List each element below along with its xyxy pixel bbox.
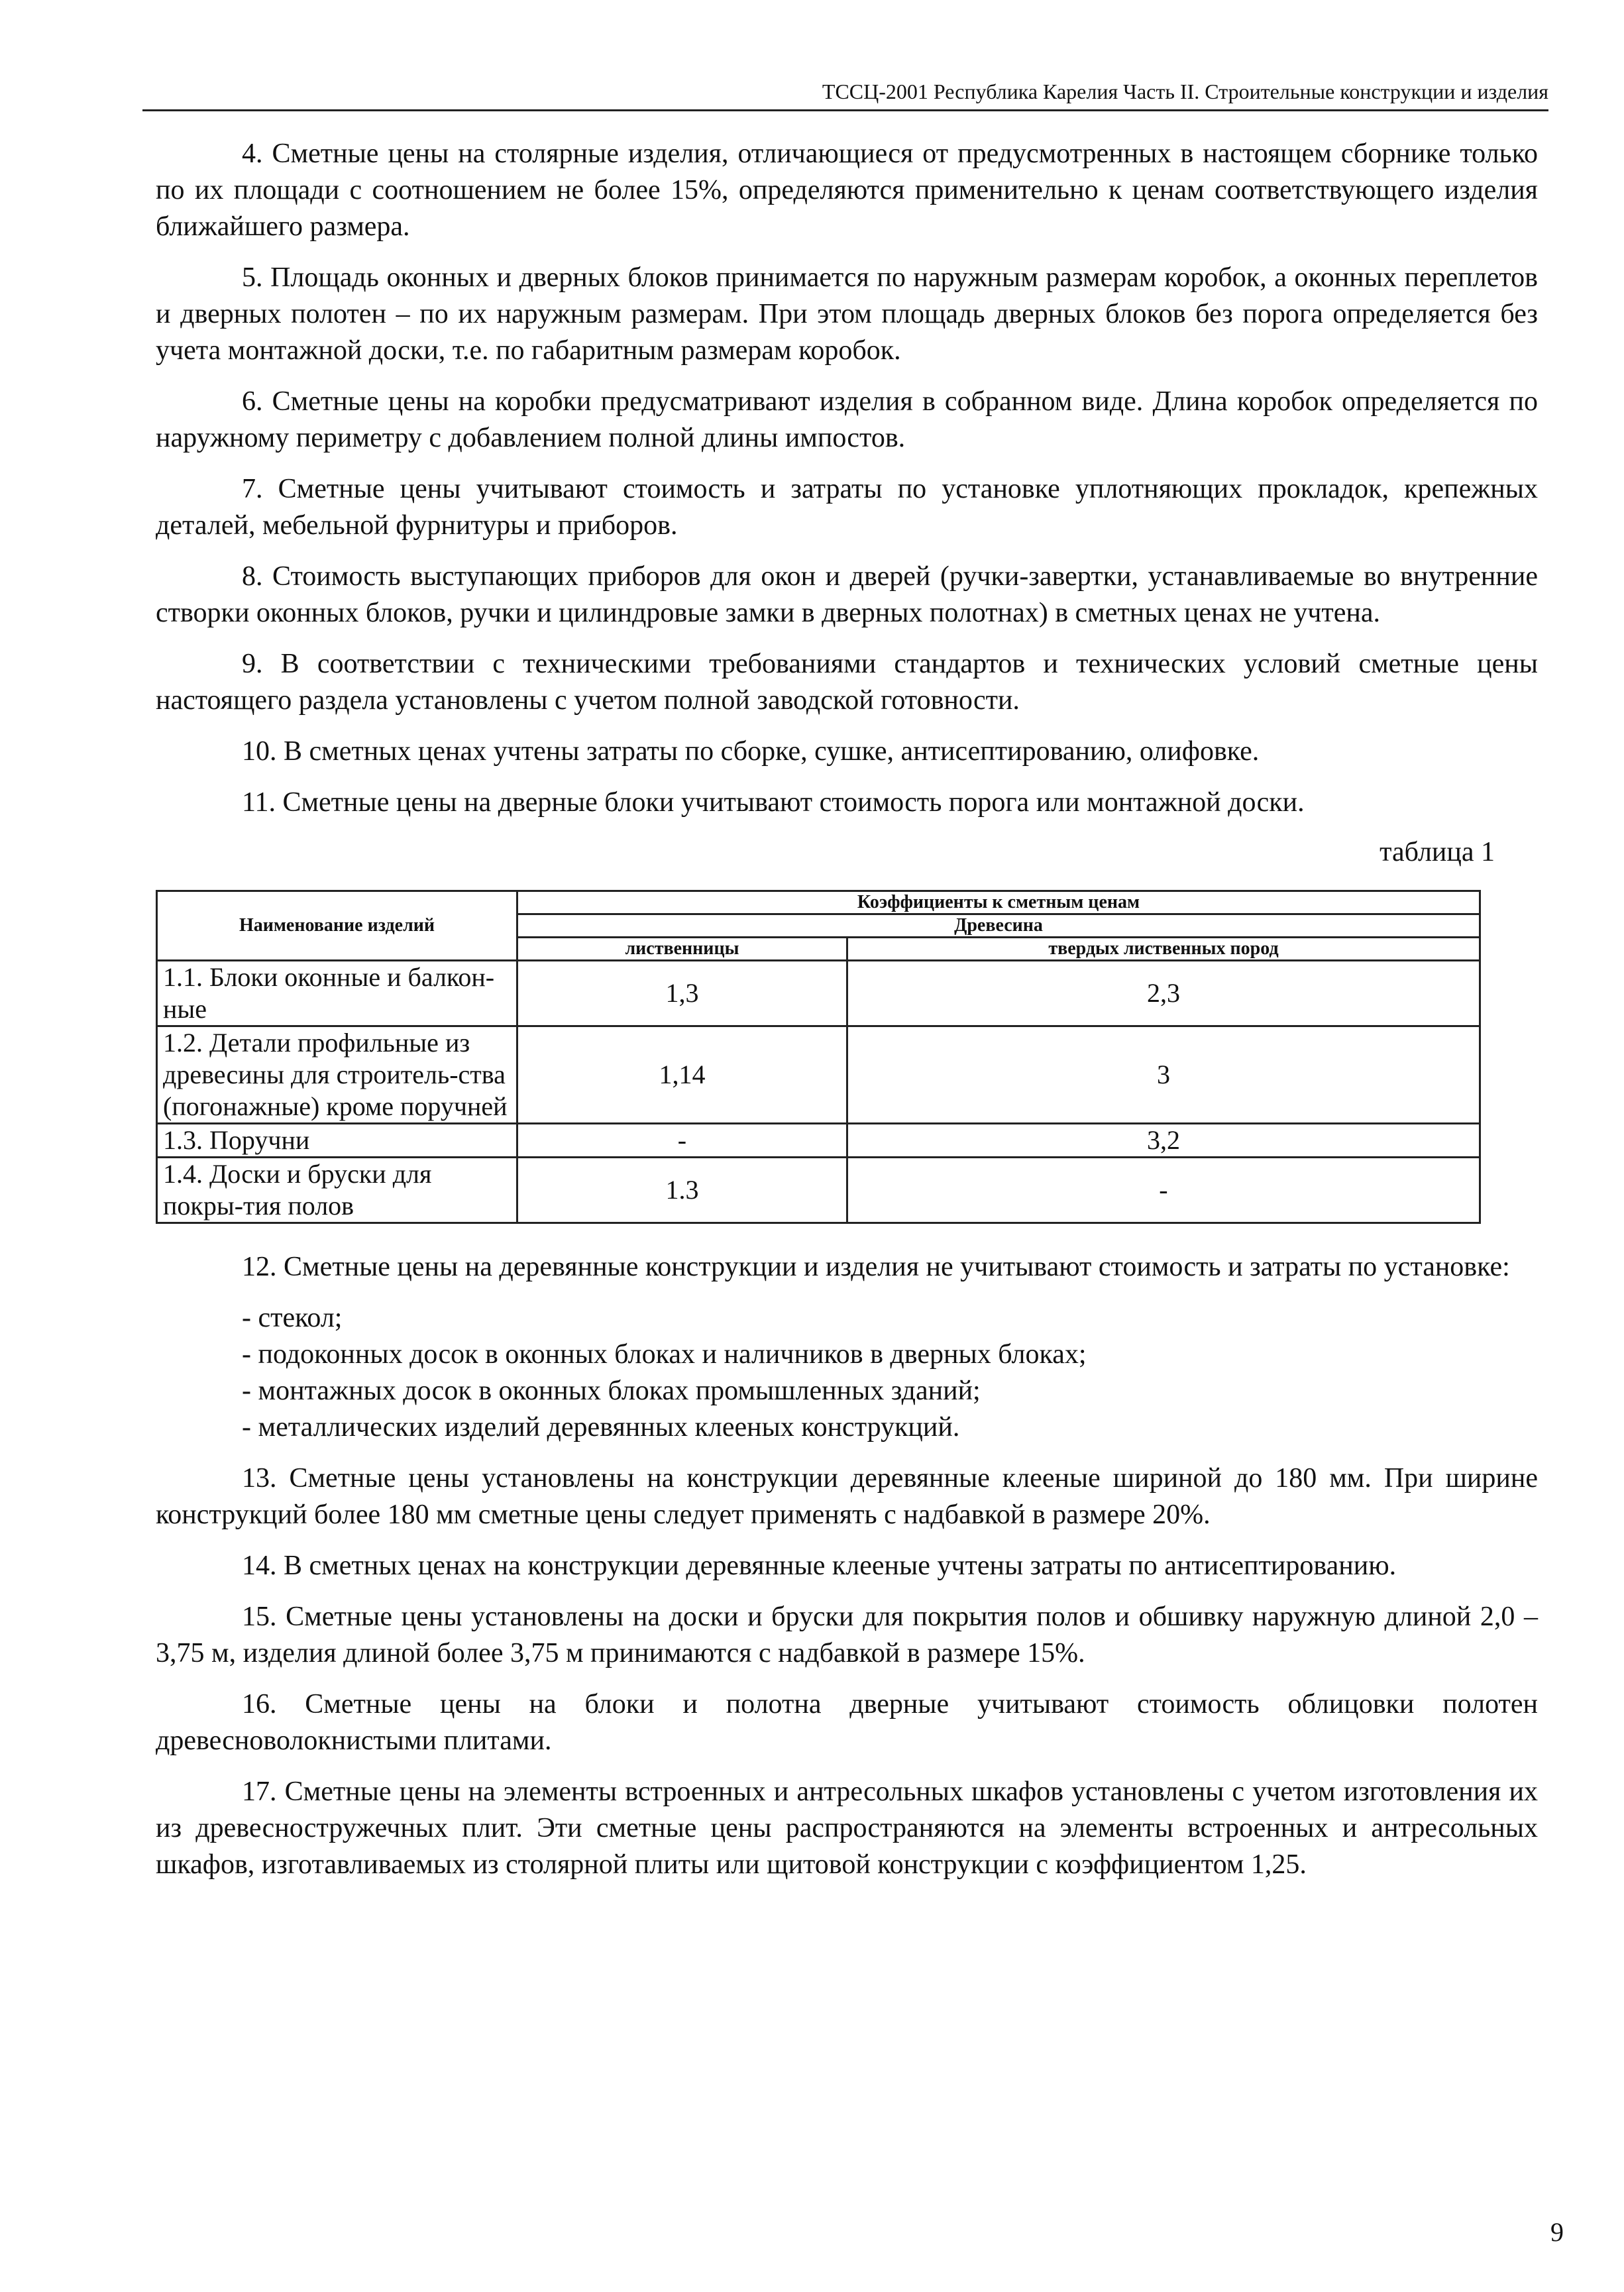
- paragraph-7: 7. Сметные цены учитывают стоимость и затраты по установке уплотняющих прокладок, крепежных деталей, мебельной фурнитуры и приборов.: [156, 474, 1538, 541]
- paragraph-12: 12. Сметные цены на деревянные конструкции и изделия не учитывают стоимость и затраты по установке:: [242, 1252, 1510, 1282]
- table-row: [157, 1158, 1480, 1223]
- table-header-row: [157, 891, 1480, 914]
- header-larch: лиственницы: [517, 938, 847, 961]
- paragraph-8: 8. Стоимость выступающих приборов для окон и дверей (ручки-завертки, устанавливаемые во внутренние створки оконных блоков, ручки и цилиндровые замки в дверных полотнах) в сметных ценах не учтена.: [156, 561, 1538, 628]
- paragraph-9: 9. В соответствии с техническими требованиями стандартов и технических условий сметные цены настоящего раздела установлены с учетом полной заводской готовности.: [156, 649, 1538, 716]
- row-larch-value: 1,14: [517, 1026, 847, 1124]
- paragraph-11: 11. Сметные цены на дверные блоки учитывают стоимость порога или монтажной доски.: [242, 787, 1305, 818]
- header-coefficients: Коэффициенты к сметным ценам: [517, 891, 1480, 914]
- paragraph-14: 14. В сметных ценах на конструкции деревянные клееные учтены затраты по антисептированию.: [242, 1551, 1397, 1581]
- paragraph-10: 10. В сметных ценах учтены затраты по сборке, сушке, антисептированию, олифовке.: [242, 736, 1260, 767]
- header-rule: [142, 109, 1548, 111]
- row-hardwood-value: 3: [847, 1026, 1480, 1124]
- table-row: [157, 1026, 1480, 1124]
- row-larch-value: 1.3: [517, 1158, 847, 1223]
- row-name: 1.3. Поручни: [157, 1124, 517, 1158]
- row-larch-value: -: [517, 1124, 847, 1158]
- paragraph-6: 6. Сметные цены на коробки предусматривают изделия в собранном виде. Длина коробок определяется по наружному периметру с добавлением полной длины импостов.: [156, 386, 1538, 453]
- coefficient-table: [156, 890, 1481, 1224]
- table-caption: таблица 1: [1380, 837, 1495, 867]
- row-name: 1.1. Блоки оконные и балкон-ные: [157, 961, 517, 1026]
- paragraph-17: 17. Сметные цены на элементы встроенных и антресольных шкафов установлены с учетом изготовления их из древесностружечных плит. Эти сметные цены распространяются на элементы встроенных и антресольных шкафов, изготавливаемых из столярной плиты или щитовой конструкции с коэффициентом 1,25.: [156, 1776, 1538, 1880]
- page-number: 9: [1550, 2217, 1564, 2247]
- row-hardwood-value: -: [847, 1158, 1480, 1223]
- paragraph-15: 15. Сметные цены установлены на доски и бруски для покрытия полов и обшивку наружную длиной 2,0 – 3,75 м, изделия длиной более 3,75 м принимаются с надбавкой в размере 15%.: [156, 1602, 1538, 1668]
- paragraph-4: 4. Сметные цены на столярные изделия, отличающиеся от предусмотренных в настоящем сборнике только по их площади с соотношением не более 15%, определяются применительно к ценам соответствующего изделия ближайшего размера.: [156, 138, 1538, 242]
- row-name: 1.4. Доски и бруски для покры-тия полов: [157, 1158, 517, 1223]
- document-body: [156, 136, 1538, 1898]
- list-item: - монтажных досок в оконных блоках промышленных зданий;: [242, 1376, 981, 1406]
- list-item: - металлических изделий деревянных клееных конструкций.: [242, 1412, 960, 1443]
- header-product-name: Наименование изделий: [157, 891, 517, 961]
- table-row: [157, 961, 1480, 1026]
- running-header: ТССЦ-2001 Республика Карелия Часть II. Строительные конструкции и изделия: [822, 80, 1548, 103]
- paragraph-16: 16. Сметные цены на блоки и полотна дверные учитывают стоимость облицовки полотен древесноволокнистыми плитами.: [156, 1689, 1538, 1756]
- row-hardwood-value: 3,2: [847, 1124, 1480, 1158]
- row-name: 1.2. Детали профильные из древесины для строитель-ства (погонажные) кроме поручней: [157, 1026, 517, 1124]
- header-wood: Древесина: [517, 914, 1480, 938]
- paragraph-13: 13. Сметные цены установлены на конструкции деревянные клееные шириной до 180 мм. При ширине конструкций более 180 мм сметные цены следует применять с надбавкой в размере 20%.: [156, 1463, 1538, 1530]
- list-item: - стекол;: [242, 1303, 343, 1333]
- table-row: [157, 1124, 1480, 1158]
- header-hardwood: твердых лиственных пород: [847, 938, 1480, 961]
- list-item: - подоконных досок в оконных блоках и наличников в дверных блоках;: [242, 1339, 1087, 1370]
- row-hardwood-value: 2,3: [847, 961, 1480, 1026]
- paragraph-5: 5. Площадь оконных и дверных блоков принимается по наружным размерам коробок, а оконных переплетов и дверных полотен – по их наружным размерам. При этом площадь дверных блоков без порога определяется без учета монтажной доски, т.е. по габаритным размерам коробок.: [156, 262, 1538, 366]
- exclusions-list: [156, 1300, 1538, 1446]
- row-larch-value: 1,3: [517, 961, 847, 1026]
